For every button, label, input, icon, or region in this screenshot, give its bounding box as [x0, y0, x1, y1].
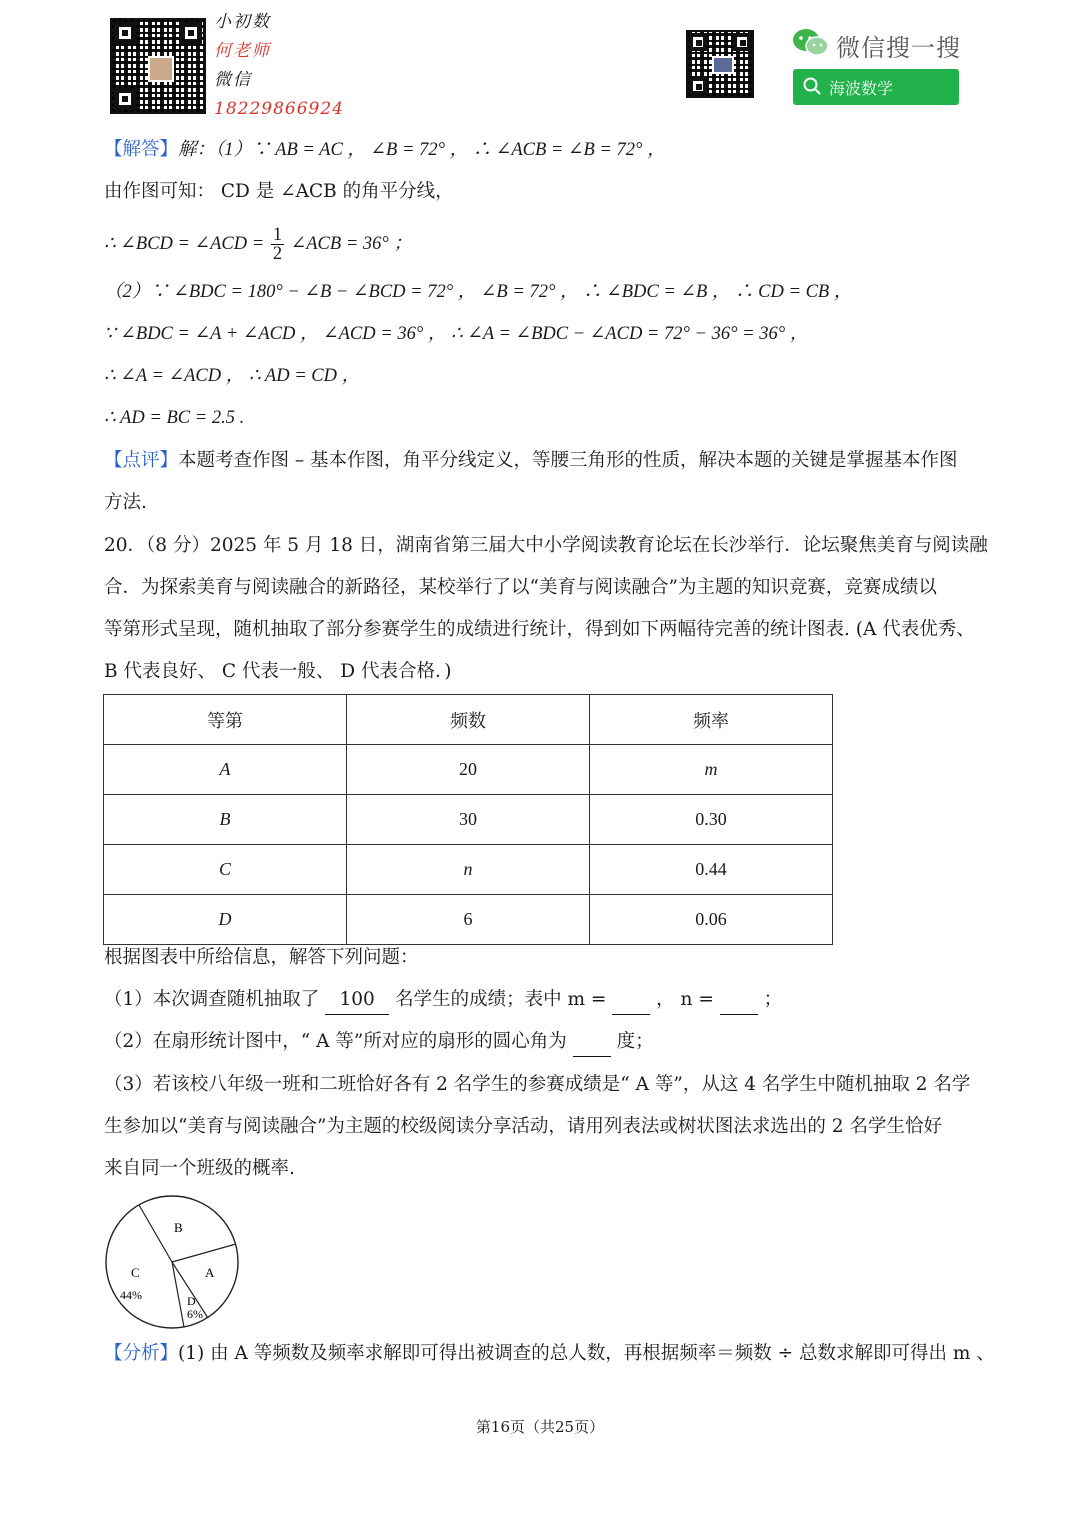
sub-question-1 [104, 986, 782, 1015]
sub-question-3-line-1: （3）若该校八年级一班和二班恰好各有 2 名学生的参赛成绩是“ A 等”，从这 4 名学生中随机抽取 2 名学 [104, 1074, 971, 1095]
solution-text-3a: ∴ ∠BCD = ∠ACD = [104, 233, 269, 254]
qr-code-left [110, 18, 206, 114]
table-cell: 6 [347, 895, 590, 945]
qr-code-right [686, 30, 754, 98]
contact-line-1: 小初数 [214, 12, 271, 32]
table-header-cell: 等第 [104, 695, 347, 745]
solution-tag: 【解答】 [104, 139, 179, 160]
table-row [104, 745, 833, 795]
solution-line-4: （2）∵ ∠BDC = 180° − ∠B − ∠BCD = 72° ， ∠B = 72° ， ∴ ∠BDC = ∠B ， ∴ CD = CB ， [104, 282, 853, 302]
question-line-3: 等第形式呈现，随机抽取了部分参赛学生的成绩进行统计，得到如下两幅待完善的统计图表. (A 代表优秀、 [104, 619, 975, 640]
contact-line-3: 微信 [214, 70, 252, 90]
table-cell: C [104, 845, 347, 895]
question-line-4: B 代表良好、 C 代表一般、 D 代表合格．) [104, 661, 452, 682]
analysis-line [104, 1340, 995, 1368]
fraction-denominator: 2 [272, 244, 283, 264]
solution-line-6: ∴ ∠A = ∠ACD ， ∴ AD = CD ， [104, 366, 361, 386]
q1-prefix: （1）本次调查随机抽取了 [104, 989, 320, 1010]
pie-label-c-percent: 44% [120, 1288, 142, 1302]
table-cell: B [104, 795, 347, 845]
contact-block [214, 8, 344, 124]
solution-text-3b: ∠ACB = 36° ； [290, 233, 412, 254]
search-icon [803, 77, 821, 99]
pie-label-d-percent: 6% [187, 1307, 203, 1321]
table-header-cell: 频率 [590, 695, 833, 745]
search-button-label: 海波数学 [829, 79, 894, 98]
avatar-photo [148, 56, 174, 82]
question-line-2: 合．为探索美育与阅读融合的新路径，某校举行了以“美育与阅读融合”为主题的知识竞赛，竞赛成绩以 [104, 577, 937, 598]
question-prompt: 根据图表中所给信息，解答下列问题： [104, 947, 419, 968]
solution-text-1: 解：（1）∵ AB = AC ， ∠B = 72° ， ∴ ∠ACB = ∠B = 72° ， [178, 140, 666, 160]
angle-blank [573, 1028, 611, 1057]
sub-question-3-line-2: 生参加以“美育与阅读融合”为主题的校级阅读分享活动，请用列表法或树状图法求选出的 2 名学生恰好 [104, 1116, 942, 1137]
table-header-row [104, 695, 833, 745]
fraction-numerator: 1 [272, 225, 283, 245]
frequency-table [103, 694, 833, 945]
comment-tag: 【点评】 [104, 450, 179, 471]
q2-prefix: （2）在扇形统计图中，“ A 等”所对应的扇形的圆心角为 [104, 1031, 567, 1052]
table-cell: 30 [347, 795, 590, 845]
table-cell: m [590, 745, 833, 795]
n-blank [720, 986, 758, 1015]
table-cell: 0.44 [590, 845, 833, 895]
wechat-icon [792, 28, 830, 62]
question-line-1: 20．（8 分）2025 年 5 月 18 日，湖南省第三届大中小学阅读教育论坛在长沙举行．论坛聚焦美育与阅读融 [104, 535, 988, 556]
pie-chart [102, 1194, 242, 1330]
search-button[interactable] [793, 69, 959, 105]
contact-line-2: 何老师 [214, 41, 271, 61]
table-cell: 20 [347, 745, 590, 795]
solution-line-1 [104, 136, 666, 164]
fraction [271, 226, 284, 263]
page-footer: 第16页（共25页） [475, 1418, 605, 1436]
comment-line-2: 方法. [104, 492, 147, 513]
solution-line-5: ∵ ∠BDC = ∠A + ∠ACD ， ∠ACD = 36° ， ∴ ∠A = ∠BDC − ∠ACD = 72° − 36° = 36° ， [104, 324, 809, 344]
table-cell: D [104, 895, 347, 945]
table-cell: n [347, 845, 590, 895]
table-row [104, 895, 833, 945]
analysis-tag: 【分析】 [104, 1343, 179, 1364]
solution-line-7: ∴ AD = BC = 2.5 . [104, 408, 245, 428]
solution-line-2: 由作图可知： CD 是 ∠ACB 的角平分线， [104, 181, 454, 202]
pie-label-b: B [174, 1220, 183, 1235]
comment-text-1: 本题考查作图 – 基本作图，角平分线定义，等腰三角形的性质，解决本题的关键是掌握基本作图 [178, 450, 958, 471]
table-row [104, 845, 833, 895]
contact-phone: 18229866924 [214, 99, 344, 119]
m-blank [612, 986, 650, 1015]
sub-question-3-line-3: 来自同一个班级的概率. [104, 1158, 295, 1179]
analysis-text: (1) 由 A 等频数及频率求解即可得出被调查的总人数，再根据频率＝频数 ÷ 总数求解即可得出 m 、 [178, 1343, 995, 1364]
q1-answer-blank: 100 [325, 986, 389, 1015]
pie-label-a: A [205, 1265, 215, 1280]
q1-n-label: ， n = [656, 989, 714, 1010]
table-cell: A [104, 745, 347, 795]
wechat-title: 微信搜一搜 [836, 34, 961, 62]
table-cell: 0.30 [590, 795, 833, 845]
pie-label-d: D [187, 1294, 196, 1308]
pie-label-c: C [131, 1265, 140, 1280]
q1-end: ； [763, 989, 783, 1010]
comment-line-1 [104, 447, 958, 475]
q1-middle: 名学生的成绩；表中 m = [395, 989, 607, 1010]
solution-line-3 [104, 226, 412, 263]
q2-end: 度； [616, 1031, 654, 1052]
table-header-cell: 频数 [347, 695, 590, 745]
table-row [104, 795, 833, 845]
table-cell: 0.06 [590, 895, 833, 945]
sub-question-2 [104, 1028, 654, 1057]
